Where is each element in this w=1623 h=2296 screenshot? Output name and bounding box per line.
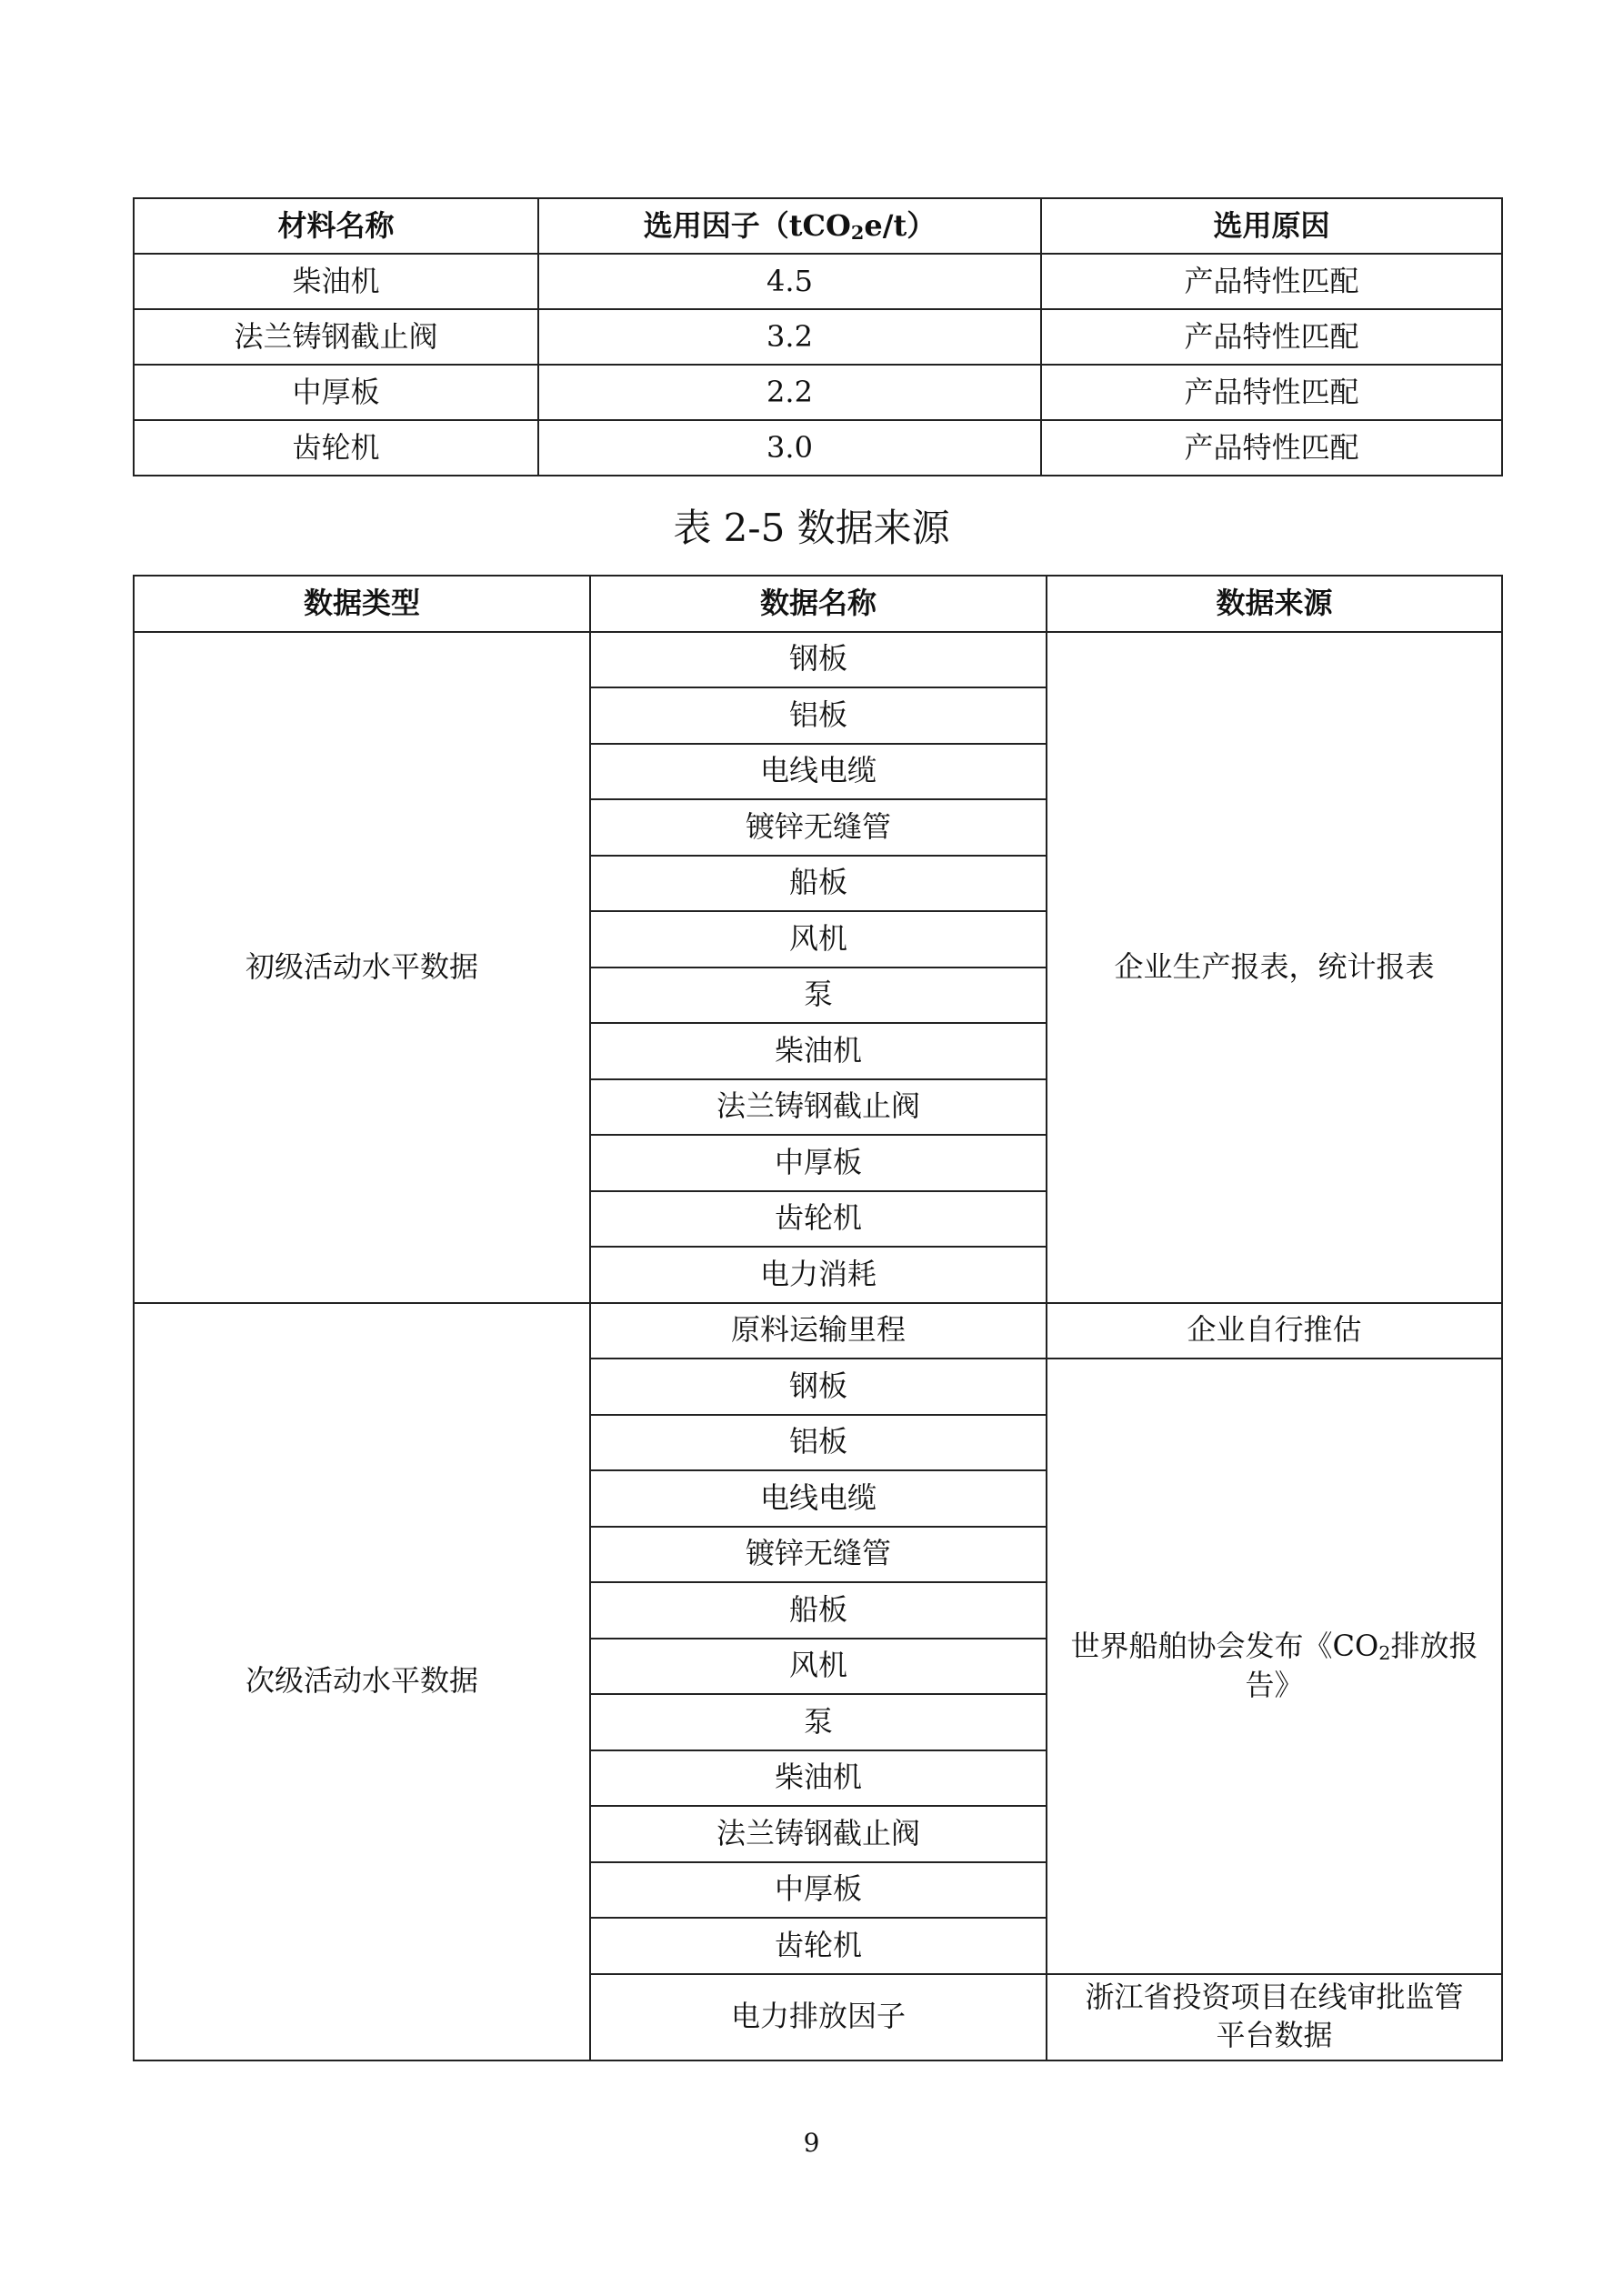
- source-text-part2: 排放报告》: [1245, 1629, 1478, 1702]
- material-name: 中厚板: [134, 365, 538, 420]
- page-number: 9: [803, 2128, 820, 2158]
- header-material-name: 材料名称: [134, 198, 538, 254]
- data-source-cell: 浙江省投资项目在线审批监管平台数据: [1047, 1974, 1502, 2060]
- data-source-cell: 企业自行推估: [1047, 1303, 1502, 1359]
- data-name-cell: 电线电缆: [590, 1470, 1047, 1527]
- header-factor-subscript: 2: [850, 220, 865, 244]
- data-name-cell: 电线电缆: [590, 744, 1047, 800]
- factor-value: 3.0: [538, 420, 1041, 476]
- header-factor-part1: 选用因子（tCO: [643, 207, 851, 243]
- data-source-cell: 企业生产报表，统计报表: [1047, 632, 1502, 1303]
- source-text-part1: 世界船舶协会发布《CO: [1070, 1629, 1379, 1664]
- table-header-row: [134, 198, 1502, 254]
- header-selection-reason: 选用原因: [1041, 198, 1502, 254]
- selection-reason: 产品特性匹配: [1041, 365, 1502, 420]
- table-header-row: [134, 576, 1502, 632]
- data-name-cell: 风机: [590, 911, 1047, 968]
- data-name-cell: 船板: [590, 856, 1047, 912]
- factor-value: 4.5: [538, 254, 1041, 309]
- table-row: [134, 632, 1502, 688]
- material-name: 齿轮机: [134, 420, 538, 476]
- header-factor-part2: e/t）: [864, 207, 937, 243]
- header-data-source: 数据来源: [1047, 576, 1502, 632]
- factor-value: 3.2: [538, 309, 1041, 365]
- data-name-cell: 电力排放因子: [590, 1974, 1047, 2060]
- selection-reason: 产品特性匹配: [1041, 309, 1502, 365]
- emission-factor-table: [133, 197, 1503, 476]
- data-name-cell: 法兰铸钢截止阀: [590, 1806, 1047, 1862]
- data-source-table: [133, 575, 1503, 2061]
- data-name-cell: 钢板: [590, 632, 1047, 688]
- data-name-cell: 柴油机: [590, 1750, 1047, 1807]
- data-name-cell: 镀锌无缝管: [590, 799, 1047, 856]
- data-name-cell: 电力消耗: [590, 1247, 1047, 1303]
- header-selected-factor: [538, 198, 1041, 254]
- material-name: 法兰铸钢截止阀: [134, 309, 538, 365]
- header-data-type: 数据类型: [134, 576, 590, 632]
- table-row: [134, 365, 1502, 420]
- table-caption: 表 2-5 数据来源: [673, 506, 950, 550]
- data-name-cell: 齿轮机: [590, 1191, 1047, 1248]
- data-name-cell: 中厚板: [590, 1135, 1047, 1191]
- data-name-cell: 泵: [590, 968, 1047, 1024]
- data-type-cell: 初级活动水平数据: [134, 632, 590, 1303]
- data-name-cell: 铝板: [590, 687, 1047, 744]
- data-name-cell: 风机: [590, 1639, 1047, 1695]
- table-row: [134, 309, 1502, 365]
- table-row: [134, 254, 1502, 309]
- primary-data-group: [134, 632, 1502, 1303]
- data-source-cell: [1047, 1359, 1502, 1974]
- data-name-cell: 镀锌无缝管: [590, 1527, 1047, 1583]
- selection-reason: 产品特性匹配: [1041, 420, 1502, 476]
- table-row: [134, 1303, 1502, 1359]
- data-name-cell: 泵: [590, 1694, 1047, 1750]
- data-name-cell: 船板: [590, 1582, 1047, 1639]
- data-name-cell: 中厚板: [590, 1862, 1047, 1919]
- data-name-cell: 柴油机: [590, 1023, 1047, 1079]
- header-data-name: 数据名称: [590, 576, 1047, 632]
- secondary-data-group: [134, 1303, 1502, 2060]
- data-name-cell: 齿轮机: [590, 1918, 1047, 1974]
- data-name-cell: 钢板: [590, 1359, 1047, 1415]
- data-type-cell: 次级活动水平数据: [134, 1303, 590, 2060]
- source-subscript: 2: [1378, 1642, 1391, 1665]
- data-name-cell: 法兰铸钢截止阀: [590, 1079, 1047, 1136]
- factor-value: 2.2: [538, 365, 1041, 420]
- table-row: [134, 420, 1502, 476]
- data-name-cell: 铝板: [590, 1415, 1047, 1471]
- data-name-cell: 原料运输里程: [590, 1303, 1047, 1359]
- selection-reason: 产品特性匹配: [1041, 254, 1502, 309]
- material-name: 柴油机: [134, 254, 538, 309]
